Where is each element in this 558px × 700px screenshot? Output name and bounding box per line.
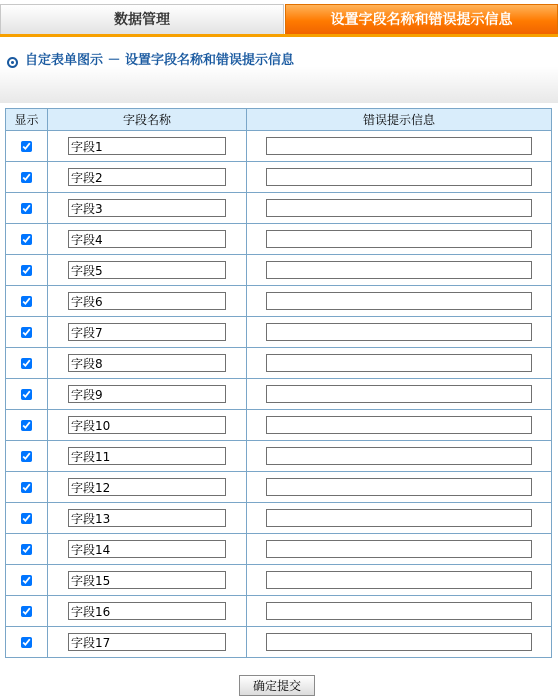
error-message-input[interactable] (266, 354, 532, 372)
error-message-cell (247, 379, 552, 410)
field-name-cell (48, 596, 247, 627)
show-cell (6, 534, 48, 565)
error-message-cell (247, 596, 552, 627)
show-cell (6, 472, 48, 503)
show-cell (6, 348, 48, 379)
field-name-input[interactable] (68, 261, 226, 279)
field-name-input[interactable] (68, 323, 226, 341)
error-message-input[interactable] (266, 478, 532, 496)
page-title: 自定表单图示 － 设置字段名称和错误提示信息 (25, 53, 295, 68)
error-message-input[interactable] (266, 447, 532, 465)
table-row (6, 441, 552, 472)
show-cell (6, 596, 48, 627)
error-message-input[interactable] (266, 385, 532, 403)
field-name-cell (48, 348, 247, 379)
error-message-input[interactable] (266, 168, 532, 186)
field-name-input[interactable] (68, 633, 226, 651)
error-message-cell (247, 131, 552, 162)
show-cell (6, 317, 48, 348)
show-checkbox[interactable] (21, 637, 32, 648)
show-checkbox[interactable] (21, 327, 32, 338)
show-checkbox[interactable] (21, 420, 32, 431)
field-name-input[interactable] (68, 137, 226, 155)
show-checkbox[interactable] (21, 482, 32, 493)
error-message-cell (247, 410, 552, 441)
table-row (6, 286, 552, 317)
error-message-cell (247, 503, 552, 534)
field-name-cell (48, 565, 247, 596)
table-body (6, 131, 552, 658)
field-name-cell (48, 379, 247, 410)
table-row (6, 410, 552, 441)
tab-field-settings[interactable]: 设置字段名称和错误提示信息 (285, 4, 558, 34)
show-checkbox[interactable] (21, 296, 32, 307)
error-message-input[interactable] (266, 416, 532, 434)
error-message-cell (247, 534, 552, 565)
show-cell (6, 224, 48, 255)
show-checkbox[interactable] (21, 203, 32, 214)
error-message-input[interactable] (266, 633, 532, 651)
table-row (6, 379, 552, 410)
field-settings-table (5, 108, 552, 658)
show-checkbox[interactable] (21, 234, 32, 245)
field-name-cell (48, 627, 247, 658)
show-cell (6, 410, 48, 441)
show-checkbox[interactable] (21, 141, 32, 152)
error-message-cell (247, 193, 552, 224)
show-cell (6, 565, 48, 596)
show-cell (6, 379, 48, 410)
error-message-input[interactable] (266, 323, 532, 341)
field-name-cell (48, 286, 247, 317)
field-name-input[interactable] (68, 447, 226, 465)
error-message-cell (247, 224, 552, 255)
field-name-input[interactable] (68, 385, 226, 403)
error-message-cell (247, 565, 552, 596)
table-row (6, 131, 552, 162)
table-row (6, 596, 552, 627)
error-message-cell (247, 348, 552, 379)
error-message-input[interactable] (266, 199, 532, 217)
field-name-cell (48, 410, 247, 441)
field-name-cell (48, 534, 247, 565)
table-row (6, 472, 552, 503)
table-row (6, 503, 552, 534)
error-message-input[interactable] (266, 292, 532, 310)
field-name-input[interactable] (68, 540, 226, 558)
error-message-input[interactable] (266, 602, 532, 620)
show-cell (6, 503, 48, 534)
header-error-message: 错误提示信息 (247, 109, 552, 131)
page-header (0, 37, 558, 103)
show-checkbox[interactable] (21, 544, 32, 555)
show-cell (6, 627, 48, 658)
field-name-input[interactable] (68, 354, 226, 372)
field-name-cell (48, 441, 247, 472)
tab-data-management[interactable]: 数据管理 (0, 4, 284, 34)
field-name-cell (48, 255, 247, 286)
field-name-input[interactable] (68, 416, 226, 434)
field-name-input[interactable] (68, 292, 226, 310)
show-checkbox[interactable] (21, 513, 32, 524)
field-name-input[interactable] (68, 168, 226, 186)
error-message-input[interactable] (266, 540, 532, 558)
show-cell (6, 441, 48, 472)
show-cell (6, 255, 48, 286)
title-bullet-icon (7, 57, 18, 68)
error-message-cell (247, 441, 552, 472)
table-row (6, 193, 552, 224)
show-checkbox[interactable] (21, 389, 32, 400)
table-row (6, 224, 552, 255)
table-row (6, 317, 552, 348)
show-cell (6, 162, 48, 193)
error-message-input[interactable] (266, 261, 532, 279)
show-cell (6, 193, 48, 224)
field-name-cell (48, 317, 247, 348)
field-name-input[interactable] (68, 230, 226, 248)
error-message-input[interactable] (266, 230, 532, 248)
show-checkbox[interactable] (21, 451, 32, 462)
show-checkbox[interactable] (21, 265, 32, 276)
field-name-input[interactable] (68, 602, 226, 620)
field-name-input[interactable] (68, 509, 226, 527)
field-name-cell (48, 131, 247, 162)
field-name-input[interactable] (68, 571, 226, 589)
field-name-cell (48, 503, 247, 534)
show-checkbox[interactable] (21, 358, 32, 369)
error-message-input[interactable] (266, 137, 532, 155)
header-show: 显示 (6, 109, 48, 131)
error-message-cell (247, 627, 552, 658)
error-message-input[interactable] (266, 509, 532, 527)
field-name-cell (48, 162, 247, 193)
table-row (6, 255, 552, 286)
table-row (6, 627, 552, 658)
show-checkbox[interactable] (21, 172, 32, 183)
error-message-cell (247, 162, 552, 193)
field-name-input[interactable] (68, 199, 226, 217)
table-row (6, 534, 552, 565)
field-name-cell (48, 472, 247, 503)
table-row (6, 162, 552, 193)
table-row (6, 348, 552, 379)
error-message-cell (247, 317, 552, 348)
error-message-cell (247, 255, 552, 286)
field-name-cell (48, 193, 247, 224)
show-checkbox[interactable] (21, 606, 32, 617)
show-cell (6, 131, 48, 162)
header-field-name: 字段名称 (48, 109, 247, 131)
error-message-cell (247, 286, 552, 317)
field-name-cell (48, 224, 247, 255)
error-message-input[interactable] (266, 571, 532, 589)
show-checkbox[interactable] (21, 575, 32, 586)
field-name-input[interactable] (68, 478, 226, 496)
tab-bar (0, 0, 558, 35)
show-cell (6, 286, 48, 317)
table-row (6, 565, 552, 596)
error-message-cell (247, 472, 552, 503)
submit-button[interactable]: 确定提交 (239, 675, 315, 696)
table-header-row (6, 109, 552, 131)
